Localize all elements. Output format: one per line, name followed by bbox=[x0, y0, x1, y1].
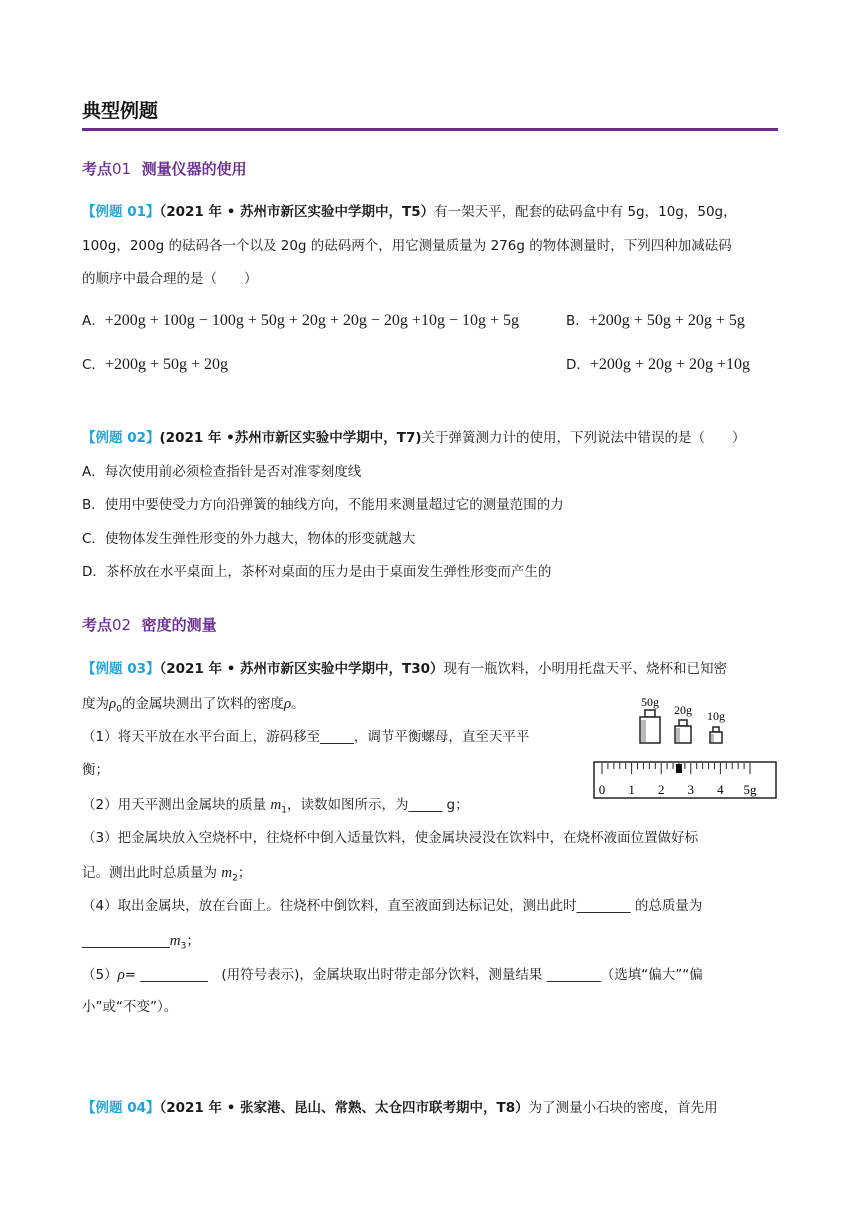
q1-line1 bbox=[82, 206, 737, 220]
topic-heading-01 bbox=[82, 158, 247, 179]
q3-text: _____________ bbox=[82, 933, 170, 949]
option-expr: +200g + 50g + 20g + 5g bbox=[588, 312, 745, 329]
m1-symbol: m bbox=[270, 797, 282, 813]
q3-step3b bbox=[82, 866, 251, 884]
q3-text: 。 bbox=[291, 696, 305, 712]
topic-heading-02 bbox=[82, 614, 217, 635]
topic-number: 02 bbox=[112, 616, 132, 634]
topic-prefix: 考点 bbox=[82, 616, 113, 634]
option-expr: +200g + 100g − 100g + 50g + 20g + 20g − 20g +10g − 10g + 5g bbox=[104, 312, 519, 329]
q2-option-c: C．使物体发生弹性形变的外力越大，物体的形变就越大 bbox=[82, 531, 416, 547]
q2-stem bbox=[82, 432, 746, 446]
q3-text: ，读数如图所示，为_____ g； bbox=[286, 797, 469, 813]
option-label: A． bbox=[82, 313, 105, 329]
q2-option-b: B．使用中要使受力方向沿弹簧的轴线方向，不能用来测量超过它的测量范围的力 bbox=[82, 497, 564, 513]
weight-label-20g: 20g bbox=[674, 703, 692, 717]
q2-option-a: A．每次使用前必须检查指针是否对准零刻度线 bbox=[82, 464, 362, 480]
q3-step1a: （1）将天平放在水平台面上，游码移至_____，调节平衡螺母，直至天平平 bbox=[82, 729, 530, 745]
q3-text: ； bbox=[237, 865, 252, 881]
q3-step4a: （4）取出金属块，放在台面上。往烧杯中倒饮料，直至液面到达标记处，测出此时________ 的总质量为 bbox=[82, 898, 703, 914]
weight-label-50g: 50g bbox=[641, 695, 659, 709]
rho0-subscript: 0 bbox=[116, 704, 122, 715]
option-label: D． bbox=[566, 357, 590, 373]
m3-subscript: 3 bbox=[180, 941, 187, 952]
q3-step4b bbox=[82, 934, 200, 952]
q2-source: (2021 年 •苏州市新区实验中学期中，T7) bbox=[159, 430, 422, 446]
balance-figure bbox=[590, 690, 780, 802]
section-title: 典型例题 bbox=[82, 100, 159, 122]
option-expr: +200g + 20g + 20g +10g bbox=[589, 356, 750, 373]
m2-subscript: 2 bbox=[232, 873, 238, 884]
q3-step1b: 衡； bbox=[82, 762, 109, 778]
q3-line1 bbox=[82, 663, 727, 677]
weight-20g-icon bbox=[675, 720, 691, 743]
q1-stem-1: 有一架天平，配套的砝码盒中有 5g，10g，50g， bbox=[434, 204, 737, 220]
q1-stem-2: 100g，200g 的砝码各一个以及 20g 的砝码两个，用它测量质量为 276g 的物体测量时，下列四种加减砝码 bbox=[82, 238, 732, 254]
topic-number: 01 bbox=[112, 160, 132, 178]
rider-marker bbox=[676, 764, 682, 773]
rho0-symbol: ρ bbox=[109, 696, 117, 712]
q4-tag: 【例题 04】 bbox=[82, 1100, 160, 1116]
scale-label: 1 bbox=[628, 782, 635, 797]
m2-symbol: m bbox=[221, 865, 233, 881]
scale-label: 0 bbox=[598, 782, 606, 797]
q3-text: 的金属块测出了饮料的密度 bbox=[121, 696, 284, 712]
option-label: B． bbox=[566, 313, 589, 329]
scale-label: 3 bbox=[687, 782, 695, 797]
q1-tag: 【例题 01】 bbox=[82, 204, 160, 220]
q3-text: 记。测出此时总质量为 bbox=[82, 865, 222, 881]
q4-source: （2021 年 • 张家港、昆山、常熟、太仓四市联考期中，T8） bbox=[159, 1100, 529, 1116]
section-divider bbox=[82, 128, 778, 131]
q2-tag: 【例题 02】 bbox=[82, 430, 160, 446]
q3-step5b: 小”或“不变”）。 bbox=[82, 999, 178, 1015]
q3-line2 bbox=[82, 697, 305, 715]
rho-symbol: ρ bbox=[283, 696, 292, 712]
m1-subscript: 1 bbox=[281, 805, 287, 816]
q1-source: （2021 年 • 苏州市新区实验中学期中，T5） bbox=[159, 204, 435, 220]
q3-source: （2021 年 • 苏州市新区实验中学期中，T30） bbox=[159, 661, 444, 677]
q3-step3a: （3）把金属块放入空烧杯中，往烧杯中倒入适量饮料，使金属块浸没在饮料中，在烧杯液面位置做好标 bbox=[82, 830, 699, 846]
m3-symbol: m bbox=[169, 933, 181, 949]
q3-tag: 【例题 03】 bbox=[82, 661, 160, 677]
q1-option-c bbox=[82, 357, 228, 373]
q3-text: （2）用天平测出金属块的质量 bbox=[82, 797, 271, 813]
q1-option-a bbox=[82, 313, 519, 329]
scale-label: 2 bbox=[657, 782, 665, 797]
q3-text: = __________ (用符号表示)，金属块取出时带走部分饮料，测量结果 ________（选填“偏大”“偏 bbox=[124, 967, 703, 983]
scale-label: 4 bbox=[717, 782, 724, 797]
q4-stem-text: 为了测量小石块的密度，首先用 bbox=[528, 1100, 718, 1116]
weight-10g-icon bbox=[710, 727, 722, 743]
option-expr: +200g + 50g + 20g bbox=[104, 356, 229, 373]
q2-option-d: D．茶杯放在水平桌面上，茶杯对桌面的压力是由于桌面发生弹性形变而产生的 bbox=[82, 564, 552, 580]
option-label: C． bbox=[82, 357, 105, 373]
q3-step5a bbox=[82, 968, 703, 983]
q3-text: ； bbox=[186, 933, 200, 949]
q3-text: （5） bbox=[82, 967, 118, 983]
q4-stem bbox=[82, 1102, 718, 1116]
topic-prefix: 考点 bbox=[82, 160, 113, 178]
scale-label: 5g bbox=[743, 782, 757, 797]
q3-stem-1: 现有一瓶饮料，小明用托盘天平、烧杯和已知密 bbox=[443, 661, 728, 677]
weight-label-10g: 10g bbox=[707, 709, 725, 723]
topic-title: 密度的测量 bbox=[141, 616, 217, 634]
weight-50g-icon bbox=[640, 710, 660, 743]
q1-option-b bbox=[566, 313, 745, 329]
rho-symbol: ρ bbox=[117, 967, 125, 983]
q3-text: 度为 bbox=[82, 696, 109, 712]
q1-option-d bbox=[566, 357, 750, 373]
topic-title: 测量仪器的使用 bbox=[141, 160, 247, 178]
q3-step2 bbox=[82, 798, 469, 816]
q1-stem-3: 的顺序中最合理的是（ ） bbox=[82, 271, 258, 287]
q2-stem-text: 关于弹簧测力计的使用，下列说法中错误的是（ ） bbox=[421, 430, 746, 446]
